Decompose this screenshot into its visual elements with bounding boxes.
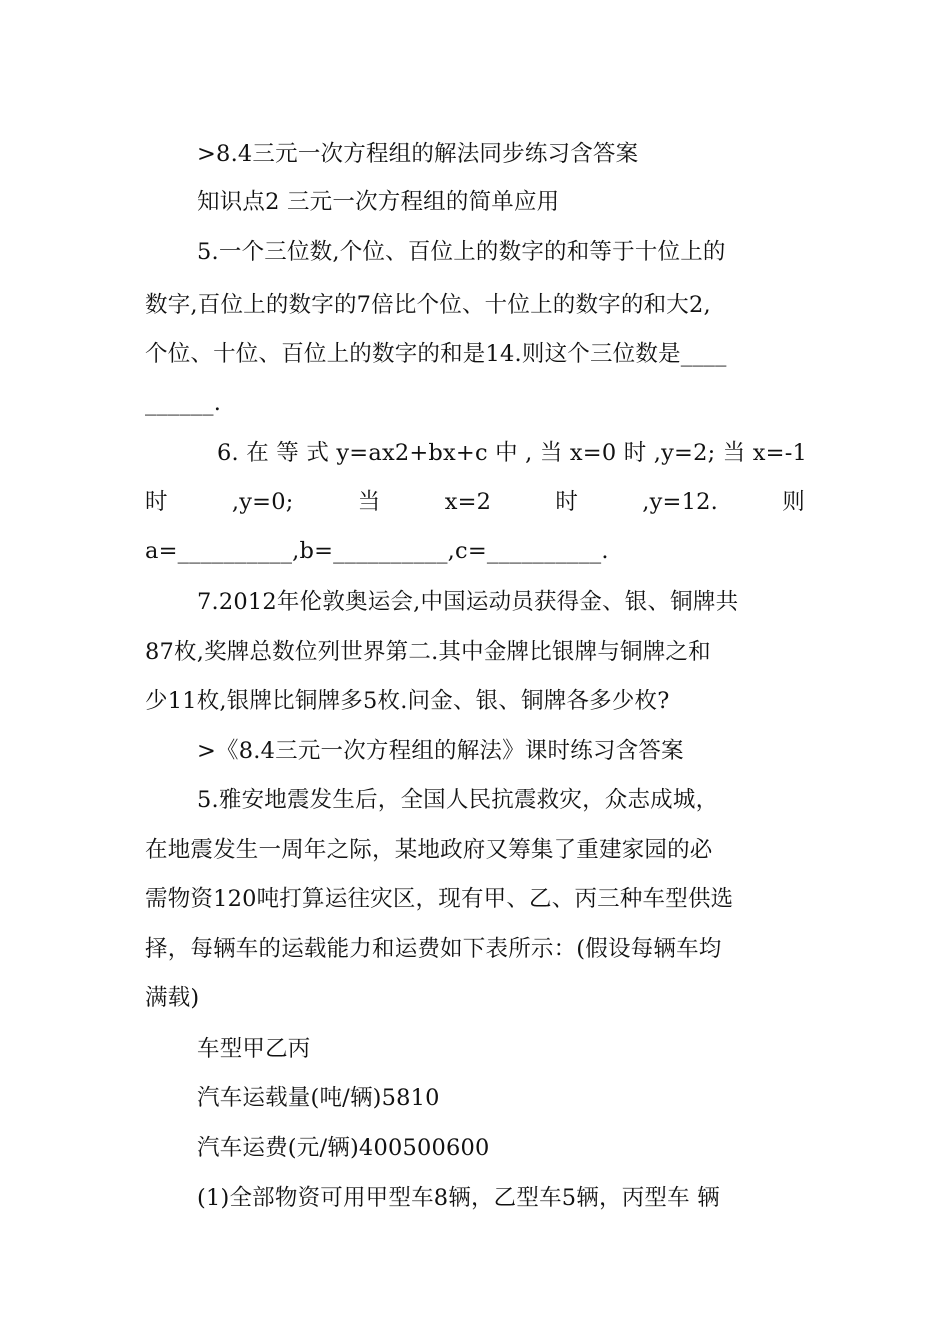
- q5b-line1: 5.雅安地震发生后，全国人民抗震救灾，众志成城，: [197, 787, 719, 813]
- q5-line1: 5.一个三位数,个位、百位上的数字的和等于十位上的: [197, 239, 726, 265]
- q6-line2-part: 当: [357, 489, 381, 515]
- q6-line2-part: x=2: [444, 489, 492, 515]
- q5b-part1: (1)全部物资可用甲型车8辆，乙型车5辆，丙型车 辆: [197, 1185, 720, 1211]
- q7-line2: 87枚,奖牌总数位列世界第二.其中金牌比银牌与铜牌之和: [145, 639, 711, 665]
- q5-line4: ______.: [145, 390, 222, 416]
- heading-lesson-exercise: >《8.4三元一次方程组的解法》课时练习含答案: [197, 738, 684, 764]
- q5b-line2: 在地震发生一周年之际，某地政府又筹集了重建家园的必: [145, 837, 713, 863]
- q6-line2-part: 时: [555, 489, 579, 515]
- q6-line1: 6. 在 等 式 y=ax2+bx+c 中 , 当 x=0 时 ,y=2; 当 x=-1: [217, 440, 808, 466]
- q6-line2-part: 时: [145, 489, 168, 515]
- q6-line2-part: ,y=0;: [231, 489, 294, 515]
- q5b-line5: 满载): [145, 985, 200, 1011]
- section-title: 知识点2 三元一次方程组的简单应用: [197, 189, 560, 215]
- q5-line2: 数字,百位上的数字的7倍比个位、十位上的数字的和大2,: [145, 292, 711, 318]
- table-row-capacity: 汽车运载量(吨/辆)5810: [197, 1085, 440, 1111]
- q5-line3: 个位、十位、百位上的数字的和是14.则这个三位数是____: [145, 341, 727, 367]
- table-row-cost: 汽车运费(元/辆)400500600: [197, 1135, 490, 1161]
- heading-sync-exercise: >8.4三元一次方程组的解法同步练习含答案: [197, 141, 639, 167]
- q5b-line3: 需物资120吨打算运往灾区，现有甲、乙、丙三种车型供选: [145, 886, 734, 912]
- table-row-vehicle-type: 车型甲乙丙: [197, 1036, 311, 1062]
- q7-line3: 少11枚,银牌比铜牌多5枚.问金、银、铜牌各多少枚?: [145, 688, 670, 714]
- q5b-line4: 择，每辆车的运载能力和运费如下表所示：(假设每辆车均: [145, 936, 722, 962]
- q6-line2: [145, 487, 805, 517]
- q6-line2-part: 则: [782, 489, 805, 515]
- q7-line1: 7.2012年伦敦奥运会,中国运动员获得金、银、铜牌共: [197, 589, 739, 615]
- q6-line3: a=__________,b=__________,c=__________.: [145, 538, 609, 564]
- q6-line2-part: ,y=12.: [642, 489, 718, 515]
